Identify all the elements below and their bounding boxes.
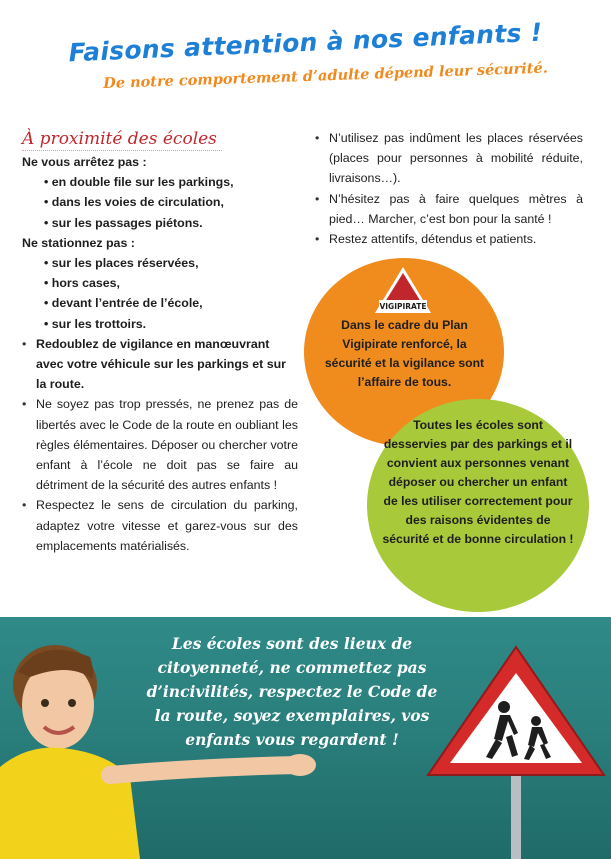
patience-text: Restez attentifs, détendus et patients.	[329, 232, 537, 247]
page-subtitle: De notre comportement d’adulte dépend leur sécurité.	[102, 59, 549, 93]
dont-park-item: • devant l’entrée de l’école,	[44, 296, 203, 311]
bullet-icon: •	[22, 336, 27, 351]
section-title: À proximité des écoles	[22, 128, 222, 151]
right-column	[315, 128, 583, 249]
dont-park-item: • hors cases,	[44, 276, 120, 291]
vigilance-text: Redoublez de vigilance en manœuvrant avec votre véhicule sur les parkings et sur la route.	[36, 336, 286, 392]
left-column	[22, 128, 298, 556]
page-title: Faisons attention à nos enfants !	[68, 17, 543, 68]
respect-text: Respectez le sens de circulation du parking, adaptez votre vitesse et garez-vous sur des emplacements matérialisés.	[36, 498, 298, 553]
parking-text: Toutes les écoles sont desservies par des parkings et il convient aux personnes venant déposer ou chercher un enfant de les utiliser correctement pour des raisons évidentes de sécurité et de bonne circulation !	[382, 418, 574, 546]
dont-stop-heading: Ne vous arrêtez pas :	[22, 155, 147, 169]
reserved-places-text: N’utilisez pas indûment les places réservées (places pour personnes à mobilité réduite, livraisons…).	[329, 131, 583, 186]
dont-park-item: • sur les places réservées,	[44, 256, 199, 271]
list-item	[315, 229, 583, 249]
dont-stop-item: • en double file sur les parkings,	[44, 175, 234, 190]
bullet-icon: •	[315, 191, 320, 206]
dont-park-heading: Ne stationnez pas :	[22, 235, 135, 250]
vigipirate-logo-icon	[373, 265, 433, 315]
vigilance-item	[22, 334, 298, 395]
dont-stop-item: • sur les passages piétons.	[44, 215, 203, 230]
respect-item	[22, 495, 298, 556]
banner-quote: Les écoles sont des lieux de citoyenneté, ne commettez pas d’incivilités, respectez le Code de la route, soyez exemplaires, vos enfants vous regardent !	[146, 634, 438, 749]
vigipirate-text: Dans le cadre du Plan Vigipirate renforcé, la sécurité et la vigilance sont l’affaire de tous.	[324, 318, 485, 389]
bullet-icon: •	[315, 131, 320, 145]
list-item	[315, 189, 583, 229]
hurry-text: Ne soyez pas trop pressés, ne prenez pas de libertés avec le Code de la route en oubliant les règles élémentaires. Déposer ou chercher votre enfant à l’école ne doit pas se faire au détriment de la sécurité des autres enfants !	[36, 397, 298, 493]
dont-stop-item: • dans les voies de circulation,	[44, 195, 224, 210]
bullet-icon: •	[22, 397, 27, 412]
bullet-icon: •	[315, 232, 320, 247]
vigipirate-badge-label: VIGIPIRATE	[379, 302, 427, 311]
bullet-icon: •	[22, 498, 27, 513]
children-crossing-sign-icon	[428, 647, 604, 859]
walk-text: N’hésitez pas à faire quelques mètres à pied… Marcher, c’est bon pour la santé !	[329, 191, 583, 226]
hurry-item	[22, 394, 298, 495]
list-item	[315, 128, 583, 189]
dont-park-item: • sur les trottoirs.	[44, 316, 147, 331]
